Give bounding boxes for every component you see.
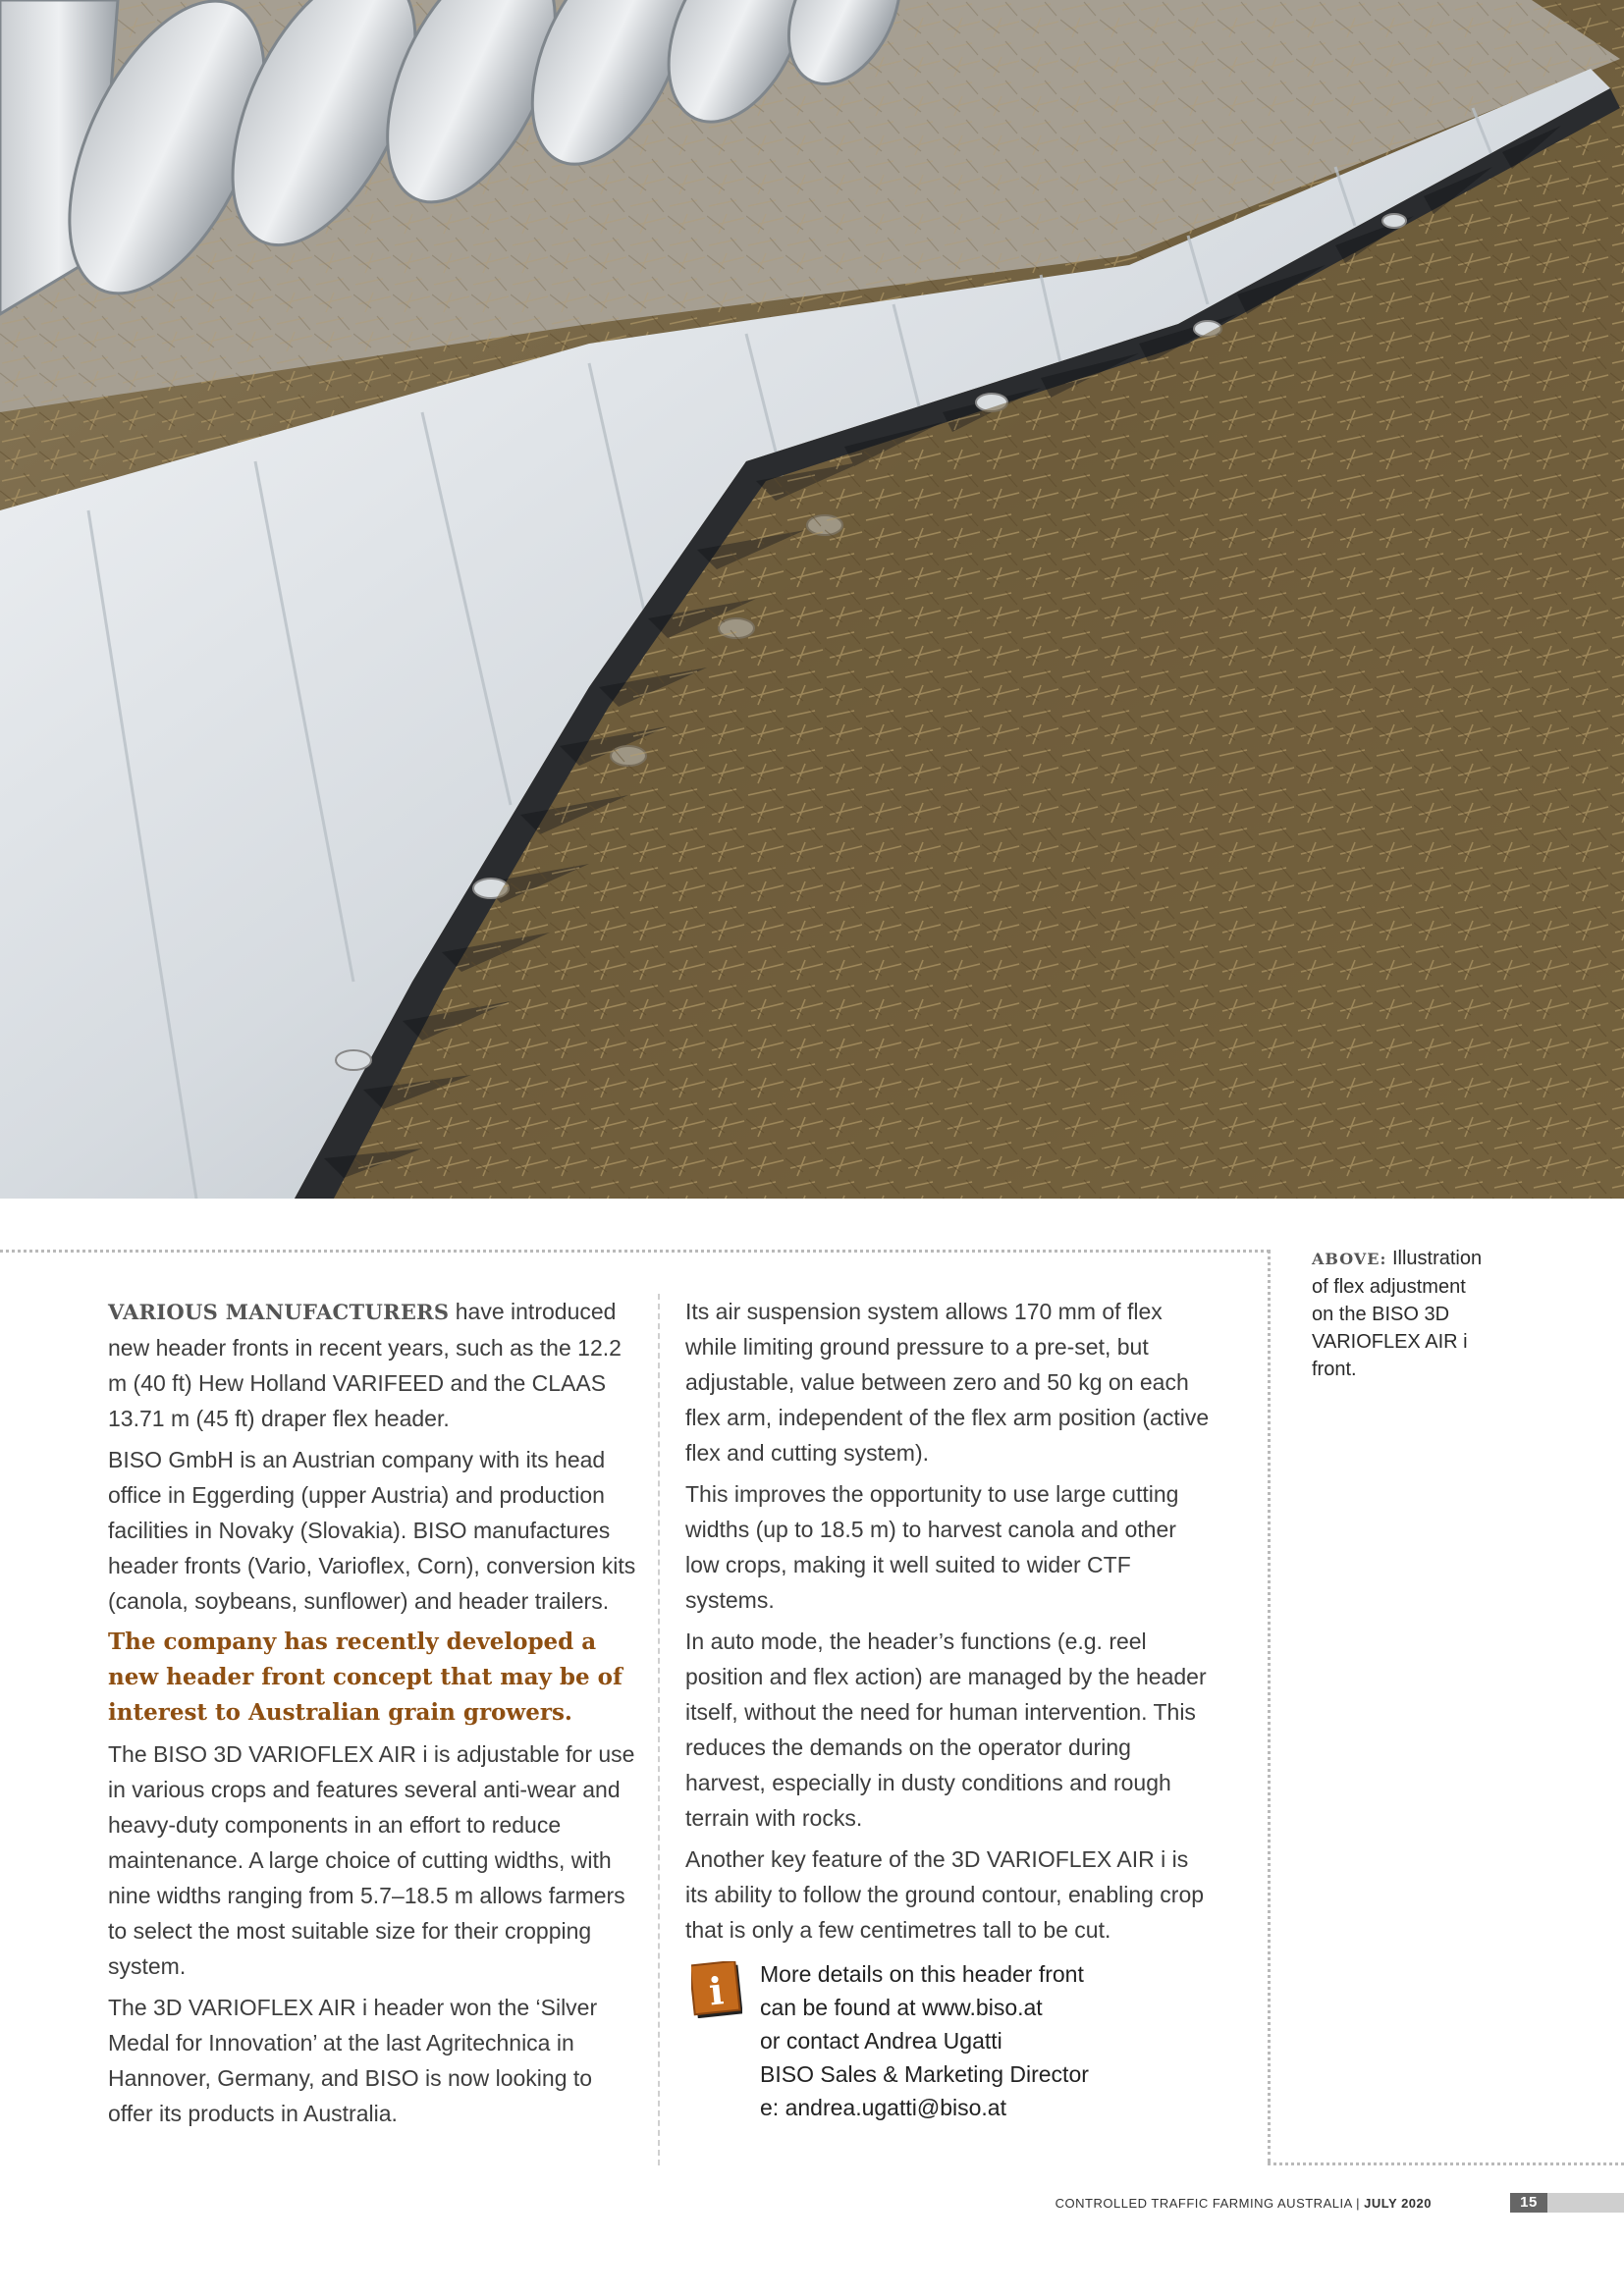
footer-publication — [1056, 2196, 1432, 2211]
pull-quote: The company has recently developed a new header front concept that may be of interest to Australian grain growers. — [108, 1629, 623, 1726]
caption-line: on the BISO 3D — [1312, 1304, 1450, 1325]
info-line: BISO Sales & Marketing Director — [760, 2061, 1089, 2087]
info-line-email[interactable]: e: andrea.ugatti@biso.at — [760, 2095, 1006, 2120]
intro-paragraph — [108, 1294, 638, 1436]
issue-date: JULY 2020 — [1364, 2196, 1432, 2211]
info-line: or contact Andrea Ugatti — [760, 2028, 1002, 2054]
info-icon-glyph: i — [706, 1968, 726, 2014]
paragraph: In auto mode, the header’s functions (e.g. reel position and flex action) are managed by the header itself, without the need for human intervention. This reduces the demands on the operator during harvest, especially in dusty conditions and rough terrain with rocks. — [685, 1629, 1207, 1831]
paragraph: This improves the opportunity to use large cutting widths (up to 18.5 m) to harvest canola and other low crops, making it well suited to wider CTF systems. — [685, 1481, 1179, 1613]
info-line-website[interactable]: can be found at www.biso.at — [760, 1995, 1043, 2020]
column-divider — [658, 1294, 660, 2165]
info-text — [760, 1957, 1212, 2124]
right-dotted-rule — [1268, 1250, 1271, 2163]
info-icon — [691, 1961, 742, 2018]
caption-line: of flex adjustment — [1312, 1276, 1466, 1298]
paragraph: The BISO 3D VARIOFLEX AIR i is adjustable for use in various crops and features several anti-wear and heavy-duty components in an effort to reduce maintenance. A large choice of cutting widths, with nine widths ranging from 5.7–18.5 m allows farmers to select the most suitable size for their cropping system. — [108, 1741, 635, 1979]
intro-text: have introduced new header fronts in recent years, such as the 12.2 m (40 ft) Hew Holland VARIFEED and the CLAAS 13.71 m (45 ft) draper flex header. — [108, 1299, 622, 1431]
page-number: 15 — [1510, 2193, 1547, 2213]
page-footer — [1055, 2193, 1624, 2215]
runin-heading: VARIOUS MANUFACTURERS — [108, 1300, 450, 1324]
photo-caption — [1312, 1245, 1498, 1383]
caption-line: front. — [1312, 1359, 1357, 1380]
article-column-right — [685, 1294, 1216, 1953]
caption-lead: ABOVE: — [1312, 1250, 1387, 1268]
paragraph: The 3D VARIOFLEX AIR i header won the ‘Silver Medal for Innovation’ at the last Agritechnica in Hannover, Germany, and BISO is now looking to offer its products in Australia. — [108, 1995, 598, 2126]
caption-line: VARIOFLEX AIR i — [1312, 1331, 1468, 1353]
footer-separator: | — [1352, 2196, 1365, 2211]
paragraph: BISO GmbH is an Austrian company with its head office in Eggerding (upper Austria) and production facilities in Novaky (Slovakia). BISO manufactures header fronts (Vario, Varioflex, Corn), conversion kits (canola, soybeans, sunflower) and header trailers. — [108, 1447, 636, 1614]
article-column-left — [108, 1294, 638, 2137]
caption-line: Illustration — [1391, 1248, 1483, 1269]
top-dotted-rule — [0, 1250, 1270, 1253]
publication-name: CONTROLLED TRAFFIC FARMING AUSTRALIA — [1055, 2196, 1353, 2211]
bottom-dotted-rule — [1268, 2163, 1624, 2165]
info-line: More details on this header front — [760, 1961, 1084, 1987]
paragraph: Its air suspension system allows 170 mm of flex while limiting ground pressure to a pre-set, but adjustable, value between zero and 50 kg on each flex arm, independent of the flex arm position (active flex and cutting system). — [685, 1299, 1210, 1466]
info-box — [687, 1957, 1218, 2134]
paragraph: Another key feature of the 3D VARIOFLEX AIR i is its ability to follow the ground contour, enabling crop that is only a few centimetres tall to be cut. — [685, 1846, 1205, 1943]
